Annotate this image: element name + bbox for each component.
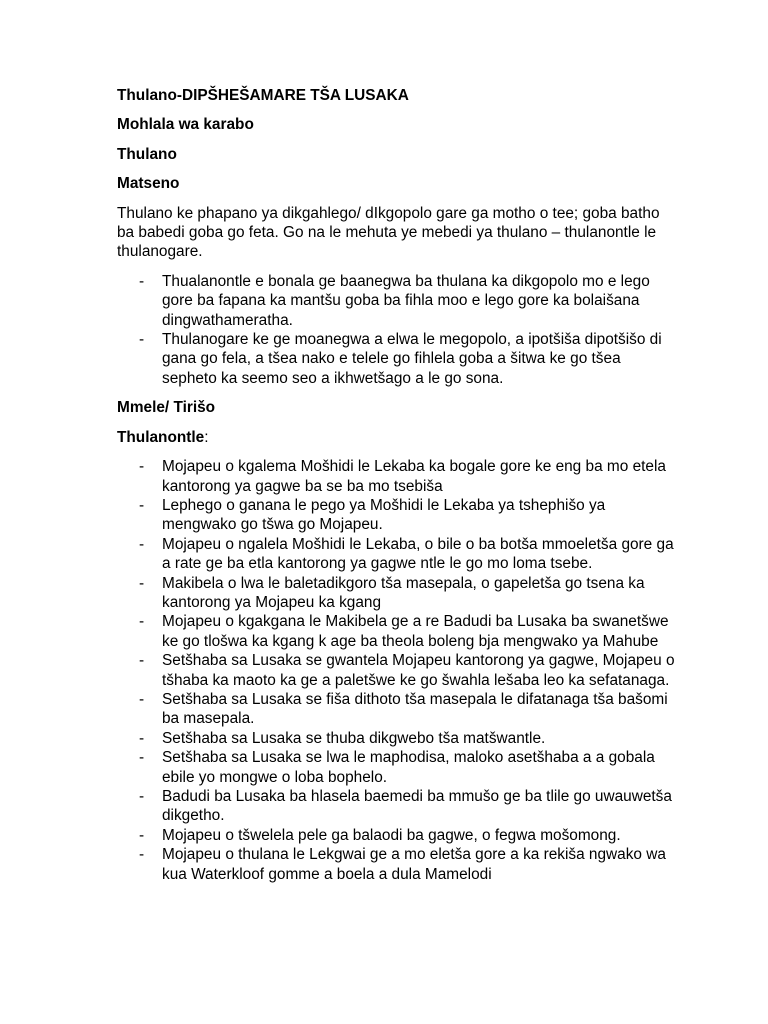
- list-item: [117, 748, 678, 787]
- list-item-text: Mojapeu o thulana le Lekgwai ge a mo eletša gore a ka rekiša ngwako wa kua Waterkloof gomme a boela a dula Mamelodi: [162, 846, 666, 883]
- subsection-heading-text: Thulanontle: [117, 428, 205, 446]
- events-list: [117, 457, 678, 884]
- list-item-text: Thulanogare ke ge moanegwa a elwa le megopolo, a ipotšiša dipotšišo di gana go fela, a tšea nako e telele go fihlela goba a šitwa ke go tšea sepheto ka seemo seo a ikhwetšago a le go sona.: [162, 331, 662, 387]
- list-item-text: Setšhaba sa Lusaka se lwa le maphodisa, maloko asetšhaba a a gobala ebile yo mongwe o loba bophelo.: [162, 749, 655, 786]
- list-item: [117, 535, 678, 574]
- list-item-text: Badudi ba Lusaka ba hlasela baemedi ba mmušo ge ba tlile go uwauwetša dikgetho.: [162, 788, 672, 825]
- list-item-text: Mojapeu o kgakgana le Makibela ge a re Badudi ba Lusaka ba swanetšwe ke go tlošwa ka kgang k age ba theola boleng bja mengwako ya Mahube: [162, 613, 669, 650]
- bullet-dash: -: [139, 613, 145, 631]
- section-heading-introduction: Matseno: [117, 175, 180, 193]
- bullet-dash: -: [139, 788, 145, 805]
- list-item: [117, 457, 678, 496]
- list-item-text: Setšhaba sa Lusaka se gwantela Mojapeu kantorong ya gagwe, Mojapeu o tšhaba ka maoto ka ge a paletšwe ke go šwahla lešaba leo ka sefatanaga.: [162, 652, 675, 689]
- list-item-text: Lephego o ganana le pego ya Mošhidi le Lekaba ya tshephišo ya mengwako go tšwa go Mojapeu.: [162, 496, 606, 534]
- conflict-types-list: [117, 272, 678, 388]
- subsection-heading-colon: :: [204, 428, 209, 446]
- document-title: Thulano-DIPŠHEŠAMARE TŠA LUSAKA: [117, 87, 409, 104]
- topic-heading: Thulano: [117, 145, 177, 163]
- intro-paragraph: Thulano ke phapano ya dikgahlego/ dIkgopolo gare ga motho o tee; goba batho ba babedi goba go feta. Go na le mehuta ye mebedi ya thulano – thulanontle le thulanogare.: [117, 204, 660, 261]
- subsection-heading: [117, 428, 678, 447]
- list-item: [117, 787, 678, 826]
- list-item-text: Mojapeu o tšwelela pele ga balaodi ba gagwe, o fegwa mošomong.: [162, 826, 621, 844]
- bullet-dash: -: [139, 729, 145, 747]
- bullet-dash: -: [139, 535, 145, 553]
- bullet-dash: -: [139, 458, 145, 476]
- document-subtitle: Mohlala wa karabo: [117, 116, 254, 134]
- list-item: [117, 826, 678, 845]
- list-item-text: Mojapeu o ngalela Mošhidi le Lekaba, o bile o ba botša mmoeletša gore ga a rate ge ba etla kantorong ya gagwe ntle le go mo loma tsebe.: [162, 535, 674, 573]
- list-item: [117, 612, 678, 651]
- list-item-text: Thualanontle e bonala ge baanegwa ba thulana ka dikgopolo mo e lego gore ba fapana ka mantšu goba ba fihla moo e lego gore ka bolaišana dingwathameratha.: [162, 272, 650, 329]
- bullet-dash: -: [139, 826, 145, 844]
- bullet-dash: -: [139, 690, 145, 708]
- list-item: [117, 651, 678, 690]
- list-item: [117, 330, 678, 388]
- bullet-dash: -: [139, 496, 145, 514]
- bullet-dash: -: [139, 749, 145, 767]
- bullet-dash: -: [139, 272, 145, 290]
- list-item-text: Mojapeu o kgalema Mošhidi le Lekaba ka bogale gore ke eng ba mo etela kantorong ya gagwe ba se ba mo tsebiša: [162, 458, 666, 495]
- list-item-text: Makibela o lwa le baletadikgoro tša masepala, o gapeletša go tsena ka kantorong ya Mojapeu ka kgang: [162, 574, 645, 611]
- list-item: [117, 690, 678, 729]
- list-item: [117, 574, 678, 613]
- list-item: [117, 496, 678, 535]
- list-item: [117, 272, 678, 330]
- list-item: [117, 845, 678, 884]
- bullet-dash: -: [139, 652, 145, 670]
- bullet-dash: -: [139, 846, 145, 864]
- list-item-text: Setšhaba sa Lusaka se thuba dikgwebo tša matšwantle.: [162, 729, 546, 747]
- bullet-dash: -: [139, 574, 145, 592]
- list-item-text: Setšhaba sa Lusaka se fiša dithoto tša masepala le difatanaga tša bašomi ba masepala.: [162, 690, 668, 728]
- section-heading-body: Mmele/ Tirišo: [117, 399, 216, 417]
- list-item: [117, 729, 678, 748]
- bullet-dash: -: [139, 331, 145, 349]
